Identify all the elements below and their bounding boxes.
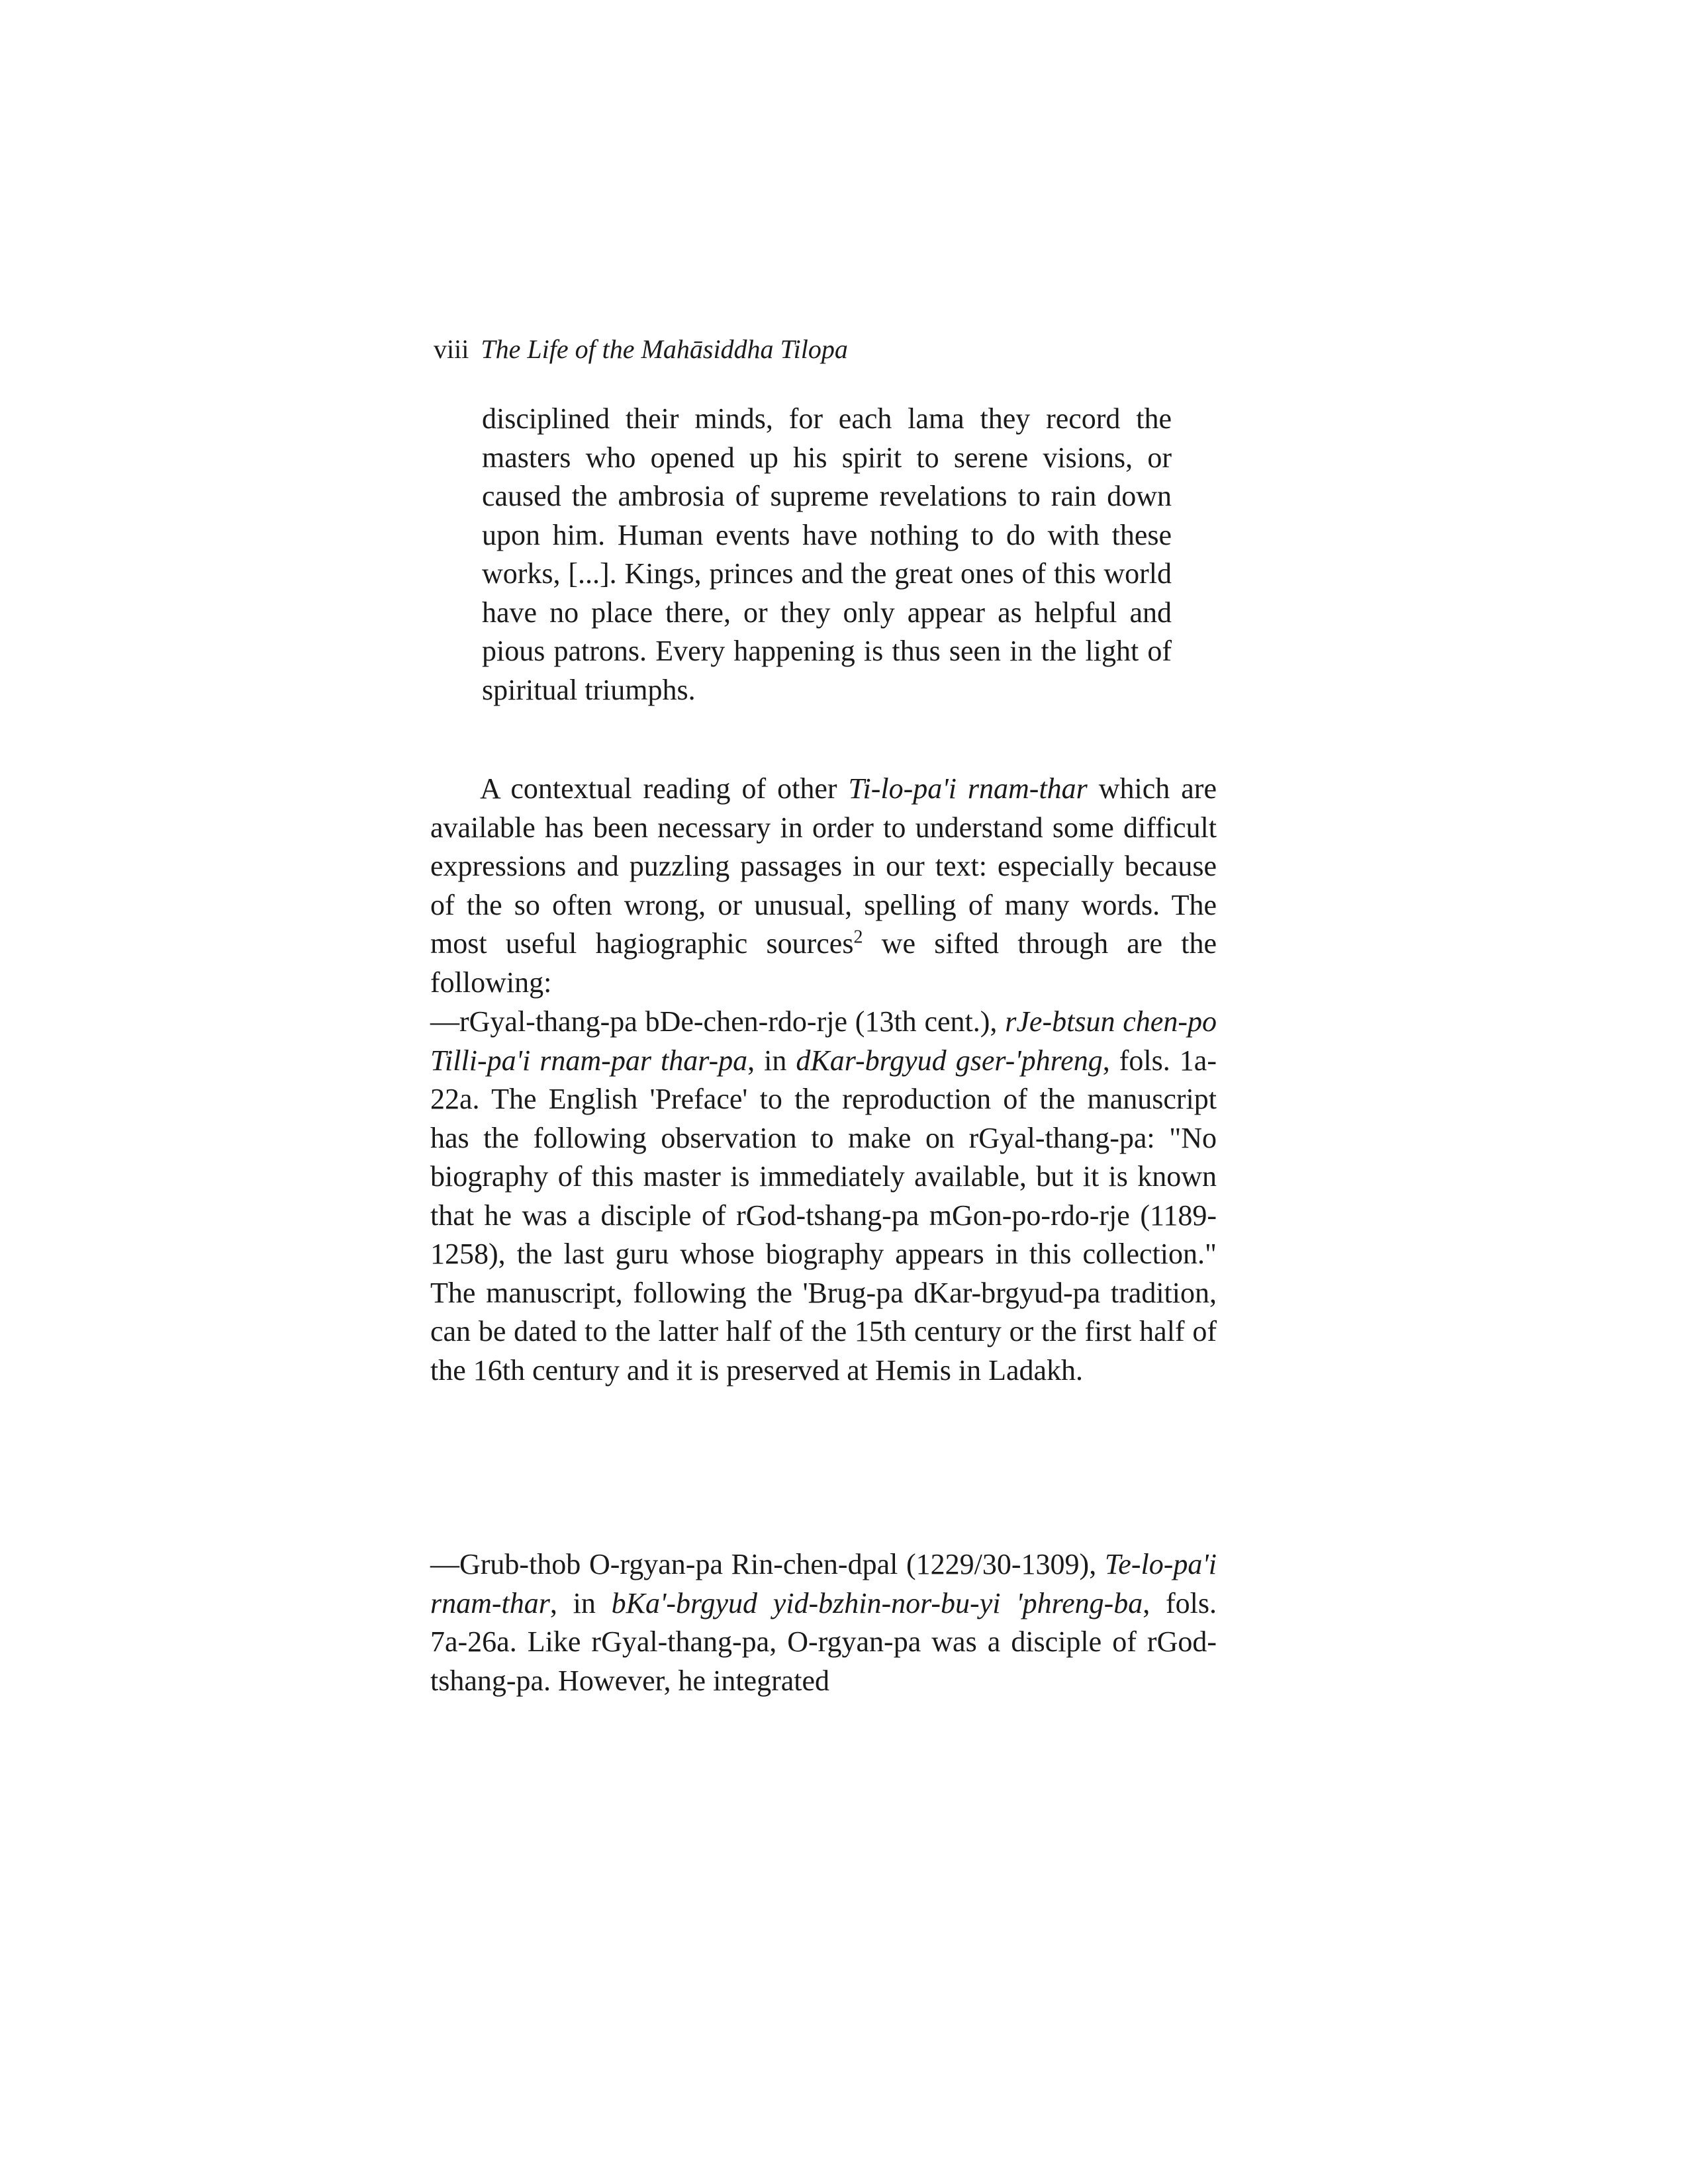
paragraph-text: we sifted through are the following: xyxy=(430,927,1217,999)
italic-title: dKar-brgyud gser-'phreng xyxy=(796,1044,1103,1077)
source-entry-o-rgyan-pa xyxy=(430,1545,1217,1700)
italic-title: Ti-lo-pa'i rnam-thar xyxy=(848,772,1088,805)
source-entry-rgyal-thang-pa xyxy=(430,1003,1217,1390)
entry-text: —rGyal-thang-pa bDe-chen-rdo-rje (13th cent.), xyxy=(430,1005,1006,1038)
running-head xyxy=(434,331,848,368)
page-number: viii xyxy=(434,334,469,364)
entry-text: , in xyxy=(747,1044,796,1077)
paragraph-text: A contextual reading of other xyxy=(480,772,849,805)
italic-title: bKa'-brgyud yid-bzhin-nor-bu-yi 'phreng-ba xyxy=(611,1586,1143,1619)
paragraph-text: which are available has been necessary in order to understand some difficult expressions and puzzling passages in our text: especially because of the so often wrong, or unusual, spelling of many words. The most useful hagiographic sources xyxy=(430,772,1217,960)
entry-text: , in xyxy=(549,1586,612,1619)
italic-title: rJe-btsun chen-po Tilli-pa'i rnam-par thar-pa xyxy=(430,1005,1217,1077)
entry-text: —Grub-thob O-rgyan-pa Rin-chen-dpal (1229/30-1309), xyxy=(430,1548,1105,1580)
book-title: The Life of the Mahāsiddha Tilopa xyxy=(481,334,848,364)
italic-title: Te-lo-pa'i rnam-thar xyxy=(430,1548,1217,1619)
paragraph-intro xyxy=(430,770,1217,1002)
entry-text: , fols. 7a-26a. Like rGyal-thang-pa, O-rgyan-pa was a disciple of rGod-tshang-pa. However, he integrated xyxy=(430,1586,1217,1697)
entry-text: , fols. 1a-22a. The English 'Preface' to the reproduction of the manuscript has the following observation to make on rGyal-thang-pa: "No biography of this master is immediately available, but it is known that he was a disciple of rGod-tshang-pa mGon-po-rdo-rje (1189-1258), the last guru whose biography appears in this collection." The manuscript, following the 'Brug-pa dKar-brgyud-pa tradition, can be dated to the latter half of the 15th century or the first half of the 16th century and it is preserved at Hemis in Ladakh. xyxy=(430,1044,1217,1387)
block-quote: disciplined their minds, for each lama they record the masters who opened up his spirit to serene visions, or caused the ambrosia of supreme revelations to rain down upon him. Human events have nothing to do with these works, [...]. Kings, princes and the great ones of this world have no place there, or they only appear as helpful and pious patrons. Every happening is thus seen in the light of spiritual triumphs. xyxy=(482,402,1172,706)
footnote-marker: 2 xyxy=(853,927,863,948)
